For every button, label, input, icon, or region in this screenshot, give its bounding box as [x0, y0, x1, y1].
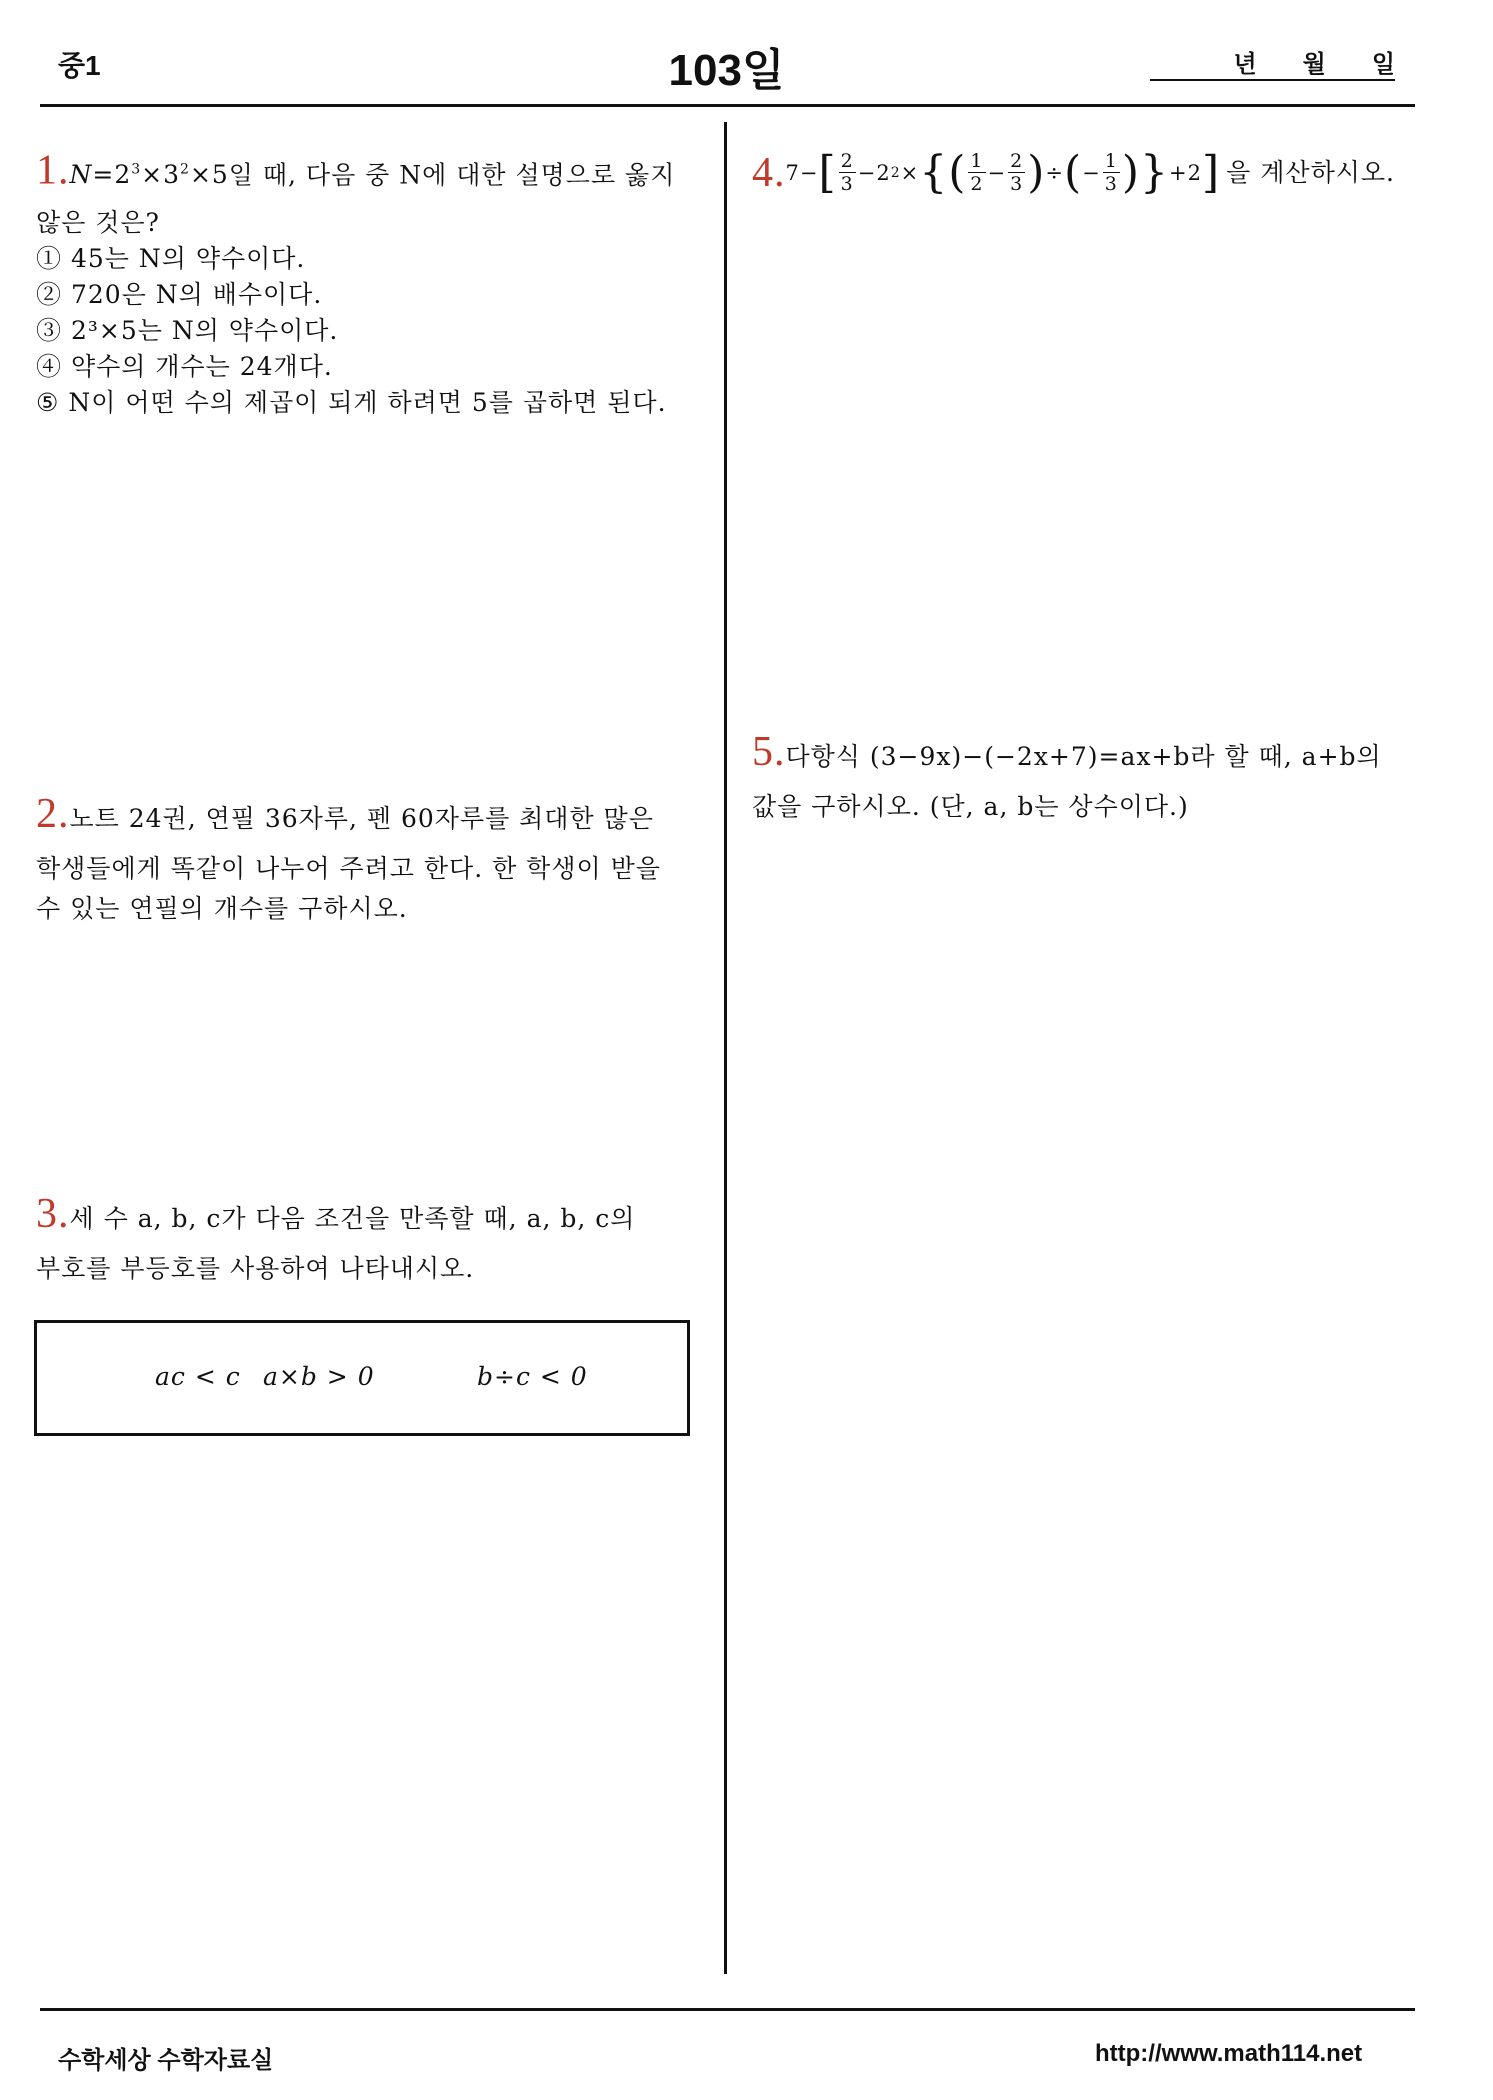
- condition-2: a×b > 0: [263, 1362, 375, 1391]
- question-2-number: 2.: [36, 791, 70, 837]
- question-5-number: 5.: [752, 729, 786, 775]
- option-2: ② 720은 N의 배수이다.: [36, 280, 323, 310]
- question-1-stem: 일 때, 다음 중 N에 대한 설명으로 옳지: [228, 160, 676, 190]
- footer-url[interactable]: http://www.math114.net: [1095, 2040, 1363, 2067]
- header-rule: [40, 104, 1415, 107]
- option-5: ⑤ N이 어떤 수의 제곱이 되게 하려면 5를 곱하면 된다.: [36, 388, 667, 418]
- option-4: ④ 약수의 개수는 24개다.: [36, 352, 333, 382]
- question-1-formula: $N=2^3\times 3^2\times 5$: [69, 160, 229, 190]
- question-2: [36, 791, 696, 927]
- question-1: [36, 147, 696, 421]
- option-1: ① 45는 N의 약수이다.: [36, 244, 306, 274]
- question-1-stem-cont: 않은 것은?: [36, 208, 160, 238]
- date-field: [1150, 44, 1395, 81]
- question-4-instruction: 을 계산하시오.: [1226, 157, 1395, 187]
- condition-box: [34, 1320, 690, 1436]
- option-3: ③ 2³×5는 N의 약수이다.: [36, 316, 339, 346]
- question-1-number: 1.: [36, 147, 70, 194]
- question-3: [36, 1191, 696, 1287]
- question-2-line-3: 수 있는 연필의 개수를 구하시오.: [36, 894, 408, 923]
- condition-1: ac < c: [155, 1362, 241, 1391]
- question-3-line-1: 세 수 a, b, c가 다음 조건을 만족할 때, a, b, c의: [69, 1204, 636, 1233]
- column-divider: [724, 122, 727, 1974]
- question-5-line-2: 값을 구하시오. (단, a, b는 상수이다.): [752, 792, 1189, 821]
- question-2-line-2: 학생들에게 똑같이 나누어 주려고 한다. 한 학생이 받을: [36, 854, 661, 883]
- footer-site-name: 수학세상 수학자료실: [58, 2047, 274, 2074]
- question-5-line-1: 다항식 (3−9x)−(−2x+7)=ax+b라 할 때, a+b의: [785, 742, 1382, 771]
- footer-rule: [40, 2008, 1415, 2011]
- question-4-expression: 7− [ $\frac{2}{3}$ −2 2 × { ( $\frac{1}{2}$ − $\frac{2}{3}$ ) ÷ ( − $\frac{1}{3}$ ) } +2 ]: [785, 146, 1221, 198]
- question-3-line-2: 부호를 부등호를 사용하여 나타내시오.: [36, 1254, 475, 1283]
- date-day-label: 일: [1371, 51, 1395, 78]
- question-3-number: 3.: [36, 1191, 70, 1237]
- question-2-line-1: 노트 24권, 연필 36자루, 펜 60자루를 최대한 많은: [69, 804, 654, 833]
- question-4-number: 4.: [752, 149, 786, 196]
- question-4: [752, 146, 1412, 198]
- condition-3: b÷c < 0: [477, 1362, 588, 1391]
- grade-label: 중1: [58, 50, 101, 81]
- page-title: 103일: [668, 46, 785, 95]
- date-month-label: 월: [1302, 51, 1326, 78]
- date-year-label: 년: [1233, 51, 1257, 78]
- question-5: [752, 729, 1412, 825]
